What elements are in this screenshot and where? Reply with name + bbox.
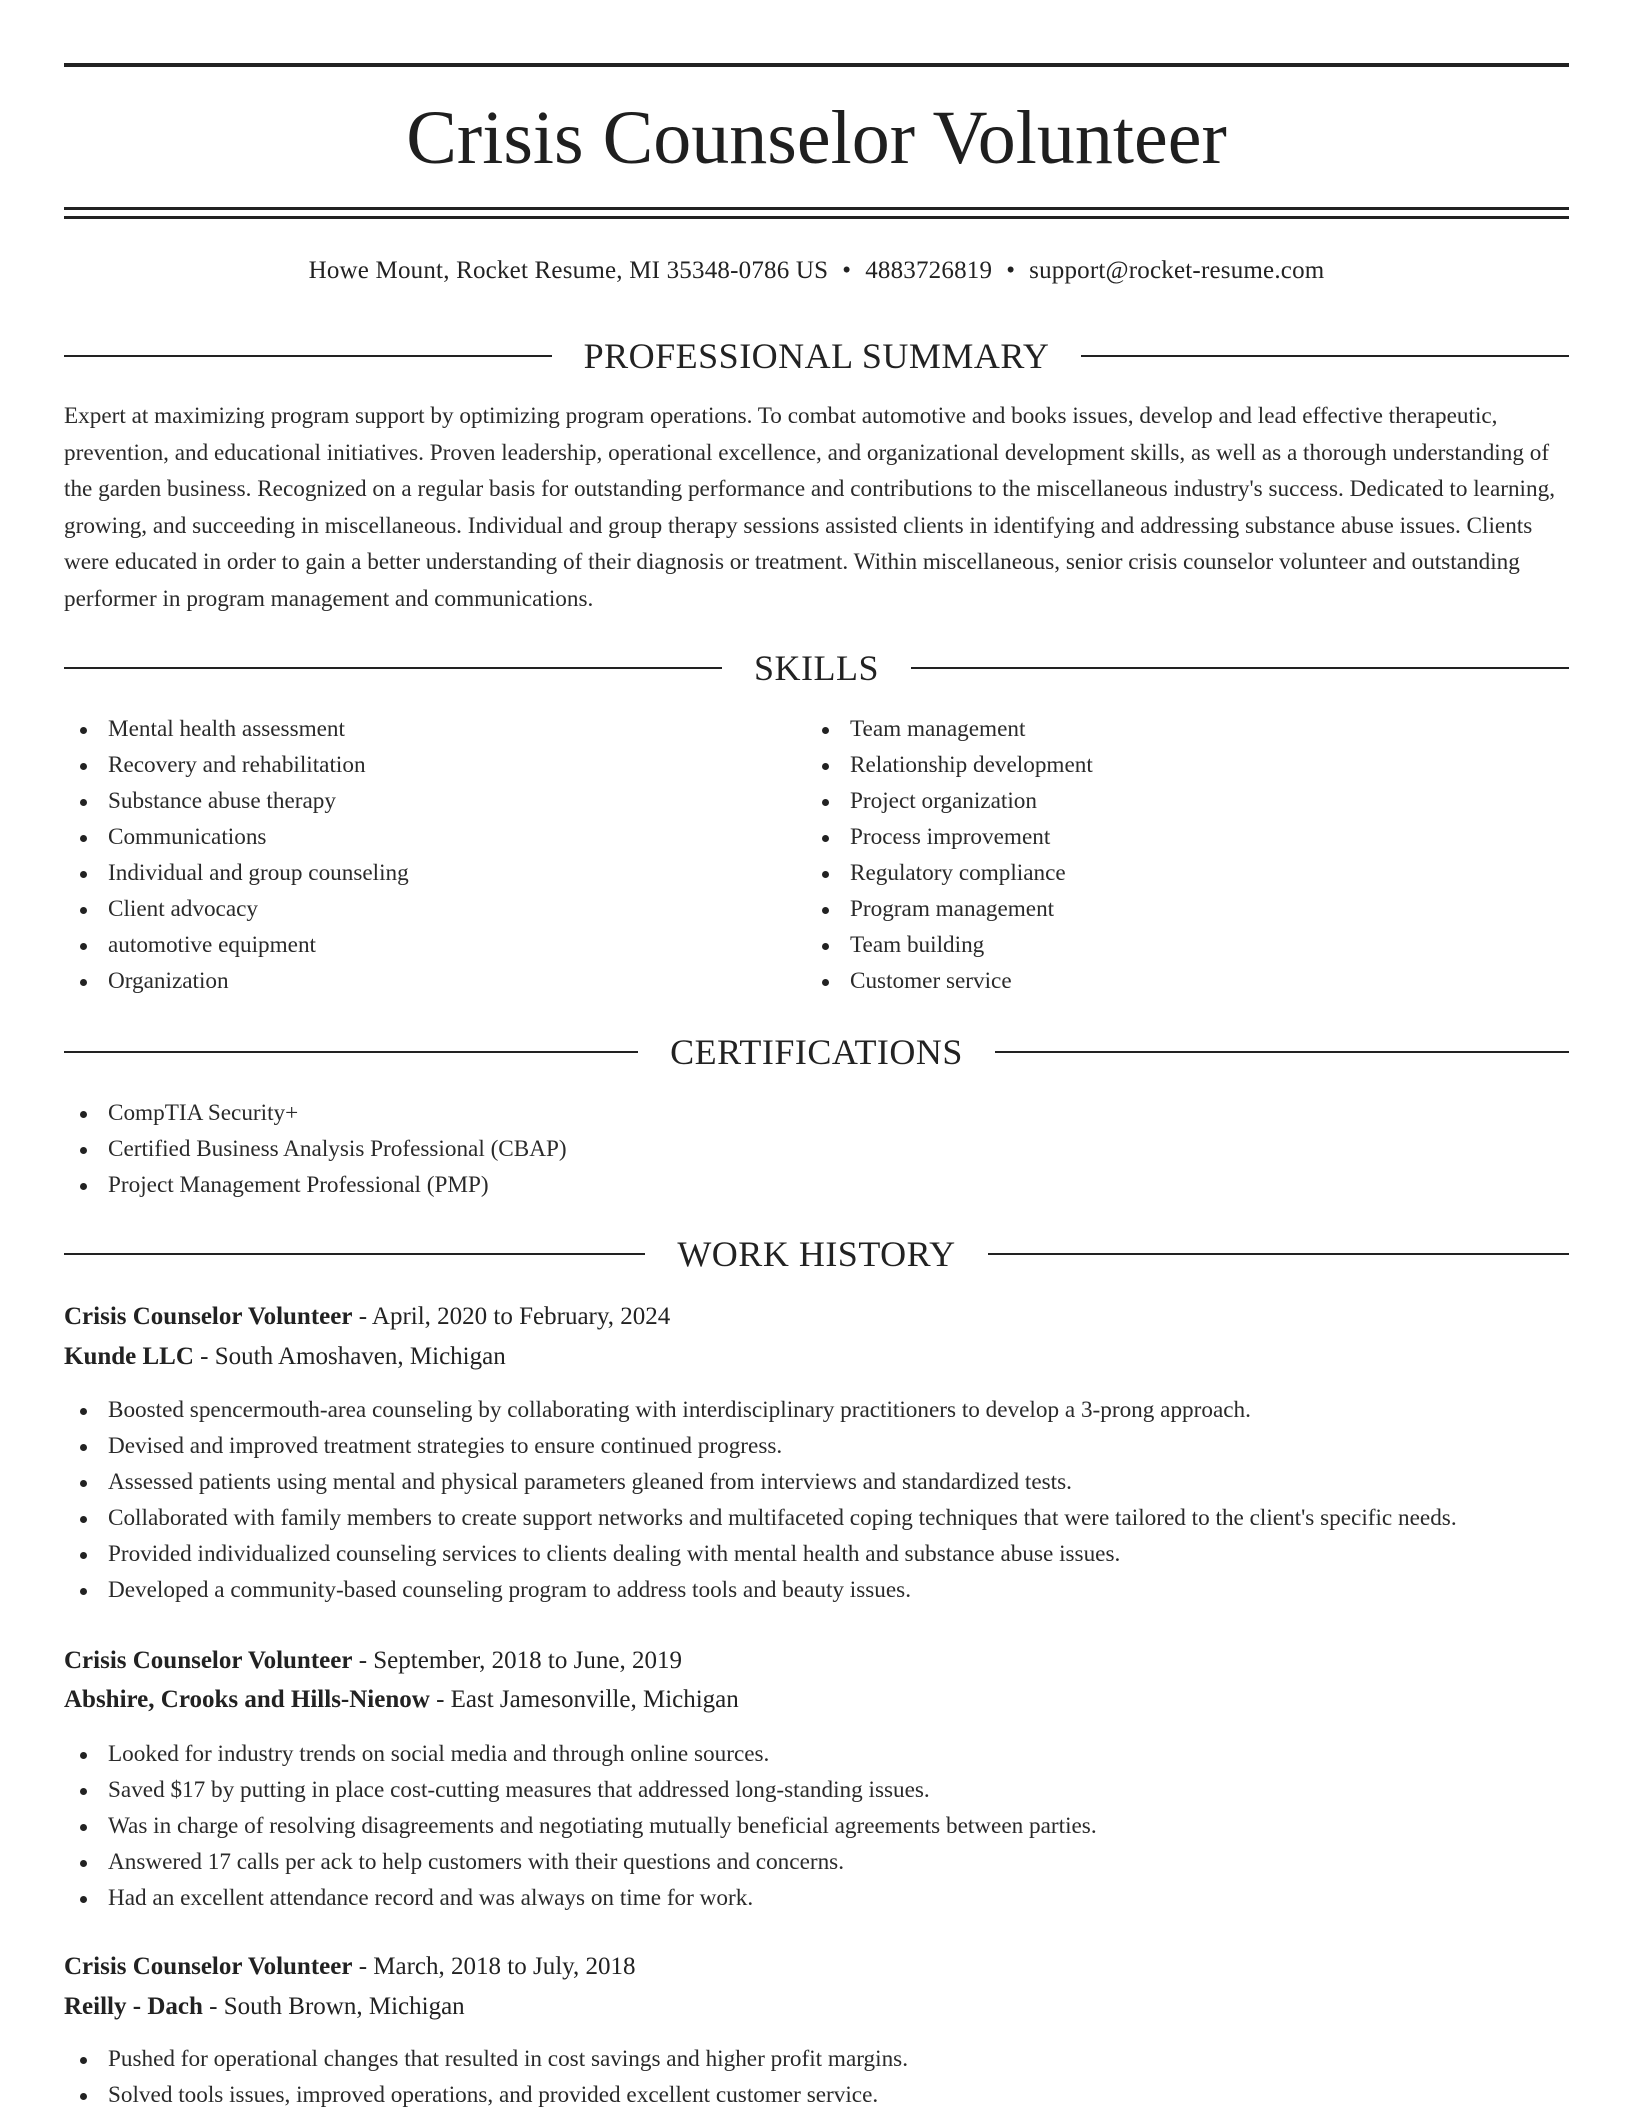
skill-item: Regulatory compliance (806, 855, 1546, 891)
job-bullet: Pushed for operational changes that resulted in cost savings and higher profit margins. (64, 2041, 1569, 2077)
contact-address: Howe Mount, Rocket Resume, MI 35348-0786 US (308, 257, 829, 284)
certification-item: CompTIA Security+ (64, 1095, 1569, 1131)
skill-item: Team building (806, 927, 1546, 963)
summary-text: Expert at maximizing program support by optimizing program operations. To combat automotive and books issues, develop and lead effective therapeutic, prevention, and educational initiatives. Proven leadership, operational excellence, and organizational development skills, as well as a thorough understanding of the garden business. Recognized on a regular basis for outstanding performance and contributions to the miscellaneous industry's success. Dedicated to learning, growing, and succeeding in miscellaneous. Individual and group therapy sessions assisted clients in identifying and addressing substance abuse issues. Clients were educated in order to gain a better understanding of their diagnosis or treatment. Within miscellaneous, senior crisis counselor volunteer and outstanding performer in program management and communications. (64, 403, 1555, 612)
skill-item: Mental health assessment (64, 711, 804, 747)
certification-item: Project Management Professional (PMP) (64, 1167, 1569, 1203)
skill-item: Individual and group counseling (64, 855, 804, 891)
section-header-skills (64, 646, 1569, 690)
job-bullet: Devised and improved treatment strategies to ensure continued progress. (64, 1428, 1569, 1464)
header-top-rule (64, 63, 1569, 67)
section-header-certifications (64, 1030, 1569, 1074)
skill-item: Project organization (806, 783, 1546, 819)
skills-list-right (806, 711, 1546, 999)
job-title-line (64, 1948, 636, 1986)
section-rule-left (64, 1253, 645, 1255)
resume-name: Crisis Counselor Volunteer (406, 96, 1227, 180)
job-bullet: Answered 17 calls per ack to help customers with their questions and concerns. (64, 1844, 1569, 1880)
section-title-skills: SKILLS (754, 648, 880, 688)
section-rule-left (64, 355, 552, 357)
job-employer-line (64, 1338, 506, 1376)
skill-item: Organization (64, 963, 804, 999)
contact-separator: • (842, 257, 852, 284)
certification-item: Certified Business Analysis Professional (CBAP) (64, 1131, 1569, 1167)
skill-item: Client advocacy (64, 891, 804, 927)
section-rule-right (988, 1253, 1569, 1255)
section-rule-right (995, 1051, 1569, 1053)
skill-item: Substance abuse therapy (64, 783, 804, 819)
job-bullet: Developed a community-based counseling program to address tools and beauty issues. (64, 1572, 1569, 1608)
job-title: Crisis Counselor Volunteer (64, 1303, 353, 1330)
section-rule-left (64, 667, 722, 669)
skill-item: Process improvement (806, 819, 1546, 855)
skill-item: Communications (64, 819, 804, 855)
job-location: - East Jamesonville, Michigan (429, 1686, 739, 1713)
job-bullet: Looked for industry trends on social media and through online sources. (64, 1736, 1569, 1772)
job-location: - South Brown, Michigan (202, 1993, 465, 2020)
skill-item: Customer service (806, 963, 1546, 999)
job-dates: - September, 2018 to June, 2019 (352, 1647, 682, 1674)
contact-separator: • (1006, 257, 1016, 284)
section-rule-left (64, 1051, 638, 1053)
contact-phone: 4883726819 (865, 257, 993, 284)
section-title-summary: PROFESSIONAL SUMMARY (583, 336, 1050, 376)
job-company: Reilly - Dach (64, 1993, 203, 2020)
skill-item: Program management (806, 891, 1546, 927)
job-company: Kunde LLC (64, 1343, 194, 1370)
job-title-line (64, 1642, 682, 1680)
skills-list-left (64, 711, 804, 999)
job-bullet: Assessed patients using mental and physical parameters gleaned from interviews and standardized tests. (64, 1464, 1569, 1500)
job-bullet: Saved $17 by putting in place cost-cutting measures that addressed long-standing issues. (64, 1772, 1569, 1808)
job-employer-line (64, 1681, 739, 1719)
job-location: - South Amoshaven, Michigan (193, 1343, 506, 1370)
job-title: Crisis Counselor Volunteer (64, 1953, 353, 1980)
job-dates: - April, 2020 to February, 2024 (352, 1303, 671, 1330)
job-title-line (64, 1298, 670, 1336)
job-bullets (64, 1736, 1569, 1916)
certifications-list (64, 1095, 1569, 1203)
job-dates: - March, 2018 to July, 2018 (352, 1953, 636, 1980)
contact-line (64, 253, 1569, 289)
job-bullets (64, 1392, 1569, 1608)
skill-item: Team management (806, 711, 1546, 747)
job-company: Abshire, Crooks and Hills-Nienow (64, 1686, 430, 1713)
section-title-work-history: WORK HISTORY (677, 1234, 956, 1274)
job-bullet: Provided individualized counseling services to clients dealing with mental health and substance abuse issues. (64, 1536, 1569, 1572)
skill-item: automotive equipment (64, 927, 804, 963)
skill-item: Recovery and rehabilitation (64, 747, 804, 783)
job-bullet: Collaborated with family members to create support networks and multifaceted coping techniques that were tailored to the client's specific needs. (64, 1500, 1569, 1536)
header-double-rule-lower (64, 216, 1569, 219)
section-rule-right (911, 667, 1569, 669)
skill-item: Relationship development (806, 747, 1546, 783)
job-bullet: Boosted spencermouth-area counseling by collaborating with interdisciplinary practitioners to develop a 3-prong approach. (64, 1392, 1569, 1428)
header-double-rule-upper (64, 207, 1569, 210)
section-header-summary (64, 334, 1569, 378)
job-bullet: Had an excellent attendance record and was always on time for work. (64, 1880, 1569, 1916)
contact-email: support@rocket-resume.com (1029, 257, 1325, 284)
job-title: Crisis Counselor Volunteer (64, 1647, 353, 1674)
section-header-work-history (64, 1232, 1569, 1276)
section-rule-right (1081, 355, 1569, 357)
job-bullets (64, 2041, 1569, 2113)
job-bullet: Solved tools issues, improved operations, and provided excellent customer service. (64, 2077, 1569, 2113)
job-employer-line (64, 1988, 465, 2026)
section-title-certifications: CERTIFICATIONS (670, 1032, 963, 1072)
job-bullet: Was in charge of resolving disagreements and negotiating mutually beneficial agreements between parties. (64, 1808, 1569, 1844)
